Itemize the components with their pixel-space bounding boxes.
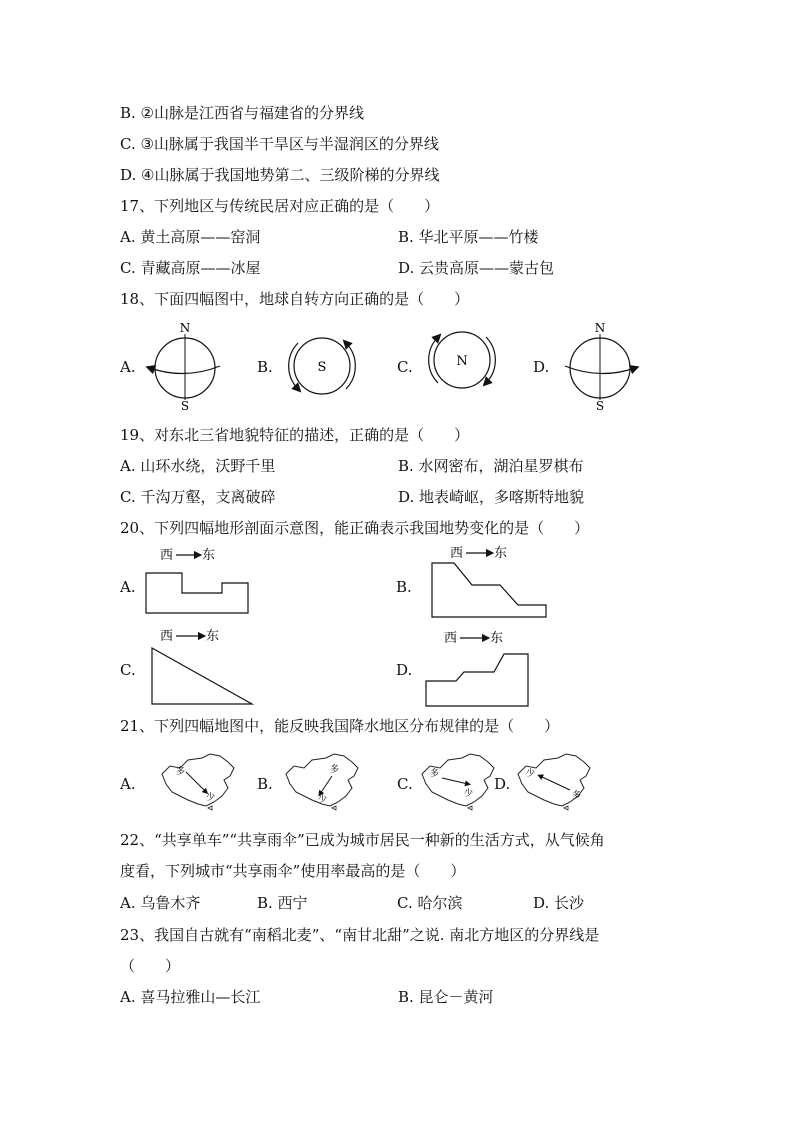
q20-west-label: 西	[160, 548, 174, 563]
q17-option-b: B. 华北平原——竹楼	[398, 228, 539, 246]
q21-map-a	[158, 752, 240, 810]
q23-stem-line2: （ ）	[120, 957, 181, 975]
q17-stem: 17、下列地区与传统民居对应正确的是（ ）	[120, 197, 440, 215]
q19-option-d: D. 地表崎岖，多喀斯特地貌	[398, 488, 585, 506]
q22-stem-line1: 22、“共享单车”“共享雨伞”已成为城市居民一种新的生活方式，从气候角	[120, 831, 605, 849]
q20-profile-c	[140, 624, 270, 709]
q20-east-label: 东	[202, 548, 216, 563]
q20-west-label-d: 西	[444, 631, 458, 646]
q21-less-a: 少	[206, 793, 216, 803]
q23-stem-line1: 23、我国自古就有“南稻北麦”、“南甘北甜”之说. 南北方地区的分界线是	[120, 926, 600, 944]
q21-less-b: 少	[318, 795, 328, 805]
q18-globe-a	[140, 318, 230, 414]
q21-more-c: 多	[430, 769, 440, 779]
q17-option-c: C. 青藏高原——冰屋	[120, 259, 261, 277]
q20-label-b: B.	[396, 578, 412, 596]
q20-west-label-b: 西	[450, 546, 464, 561]
q22-option-b: B. 西宁	[257, 894, 308, 912]
q18-south-label: S	[180, 399, 190, 413]
q21-map-c	[418, 752, 500, 810]
q21-map-b	[282, 752, 364, 810]
q20-label-a: A.	[120, 578, 136, 596]
q21-label-a: A.	[120, 775, 136, 793]
q20-label-d: D.	[396, 661, 413, 679]
q18-label-c: C.	[397, 358, 413, 376]
q20-stem: 20、下列四幅地形剖面示意图，能正确表示我国地势变化的是（ ）	[120, 519, 590, 537]
q21-map-d	[514, 752, 596, 810]
q18-north-pole-label: N	[456, 354, 468, 369]
q18-north-label-d: N	[594, 321, 606, 335]
q20-east-label-b: 东	[494, 546, 508, 561]
q20-profile-d	[420, 626, 540, 711]
q21-less-c: 少	[464, 789, 474, 799]
q18-north-label: N	[179, 321, 191, 335]
q22-option-c: C. 哈尔滨	[397, 894, 463, 912]
q23-option-a: A. 喜马拉雅山—长江	[120, 988, 261, 1006]
q21-label-c: C.	[397, 775, 413, 793]
q18-globe-b	[282, 333, 362, 399]
q21-less-d: 少	[526, 769, 536, 779]
q19-option-a: A. 山环水绕，沃野千里	[120, 457, 276, 475]
q17-option-d: D. 云贵高原——蒙古包	[398, 259, 555, 277]
q22-option-a: A. 乌鲁木齐	[120, 894, 201, 912]
q19-stem: 19、对东北三省地貌特征的描述，正确的是（ ）	[120, 426, 470, 444]
q21-more-d: 多	[572, 791, 582, 801]
q21-stem: 21、下列四幅地图中，能反映我国降水地区分布规律的是（ ）	[120, 717, 560, 735]
q18-globe-d	[555, 318, 645, 414]
q16-option-c: C. ③山脉属于我国半干旱区与半湿润区的分界线	[120, 135, 439, 153]
q22-stem-line2: 度看，下列城市“共享雨伞”使用率最高的是（ ）	[120, 862, 466, 880]
q17-option-a: A. 黄土高原——窑洞	[120, 228, 261, 246]
q18-globe-c	[422, 327, 502, 393]
q20-west-label-c: 西	[160, 629, 174, 644]
q20-profile-a	[140, 543, 260, 618]
q18-south-label-d: S	[595, 399, 605, 413]
q20-east-label-c: 东	[206, 629, 220, 644]
q18-label-d: D.	[533, 358, 550, 376]
q19-option-b: B. 水网密布，湖泊星罗棋布	[398, 457, 584, 475]
q20-east-label-d: 东	[490, 631, 504, 646]
q20-label-c: C.	[120, 661, 136, 679]
q21-label-b: B.	[257, 775, 273, 793]
q22-option-d: D. 长沙	[533, 894, 585, 912]
q21-more-a: 多	[176, 767, 186, 777]
q21-more-b: 多	[330, 765, 340, 775]
q16-option-b: B. ②山脉是江西省与福建省的分界线	[120, 104, 365, 122]
q18-stem: 18、下面四幅图中，地球自转方向正确的是（ ）	[120, 290, 470, 308]
q20-profile-b	[420, 541, 560, 621]
q18-label-b: B.	[257, 358, 273, 376]
q23-option-b: B. 昆仑－黄河	[398, 988, 494, 1006]
q16-option-d: D. ④山脉属于我国地势第二、三级阶梯的分界线	[120, 166, 440, 184]
q21-label-d: D.	[494, 775, 511, 793]
q18-label-a: A.	[120, 358, 136, 376]
q19-option-c: C. 千沟万壑，支离破碎	[120, 488, 276, 506]
q18-south-pole-label: S	[317, 360, 327, 375]
